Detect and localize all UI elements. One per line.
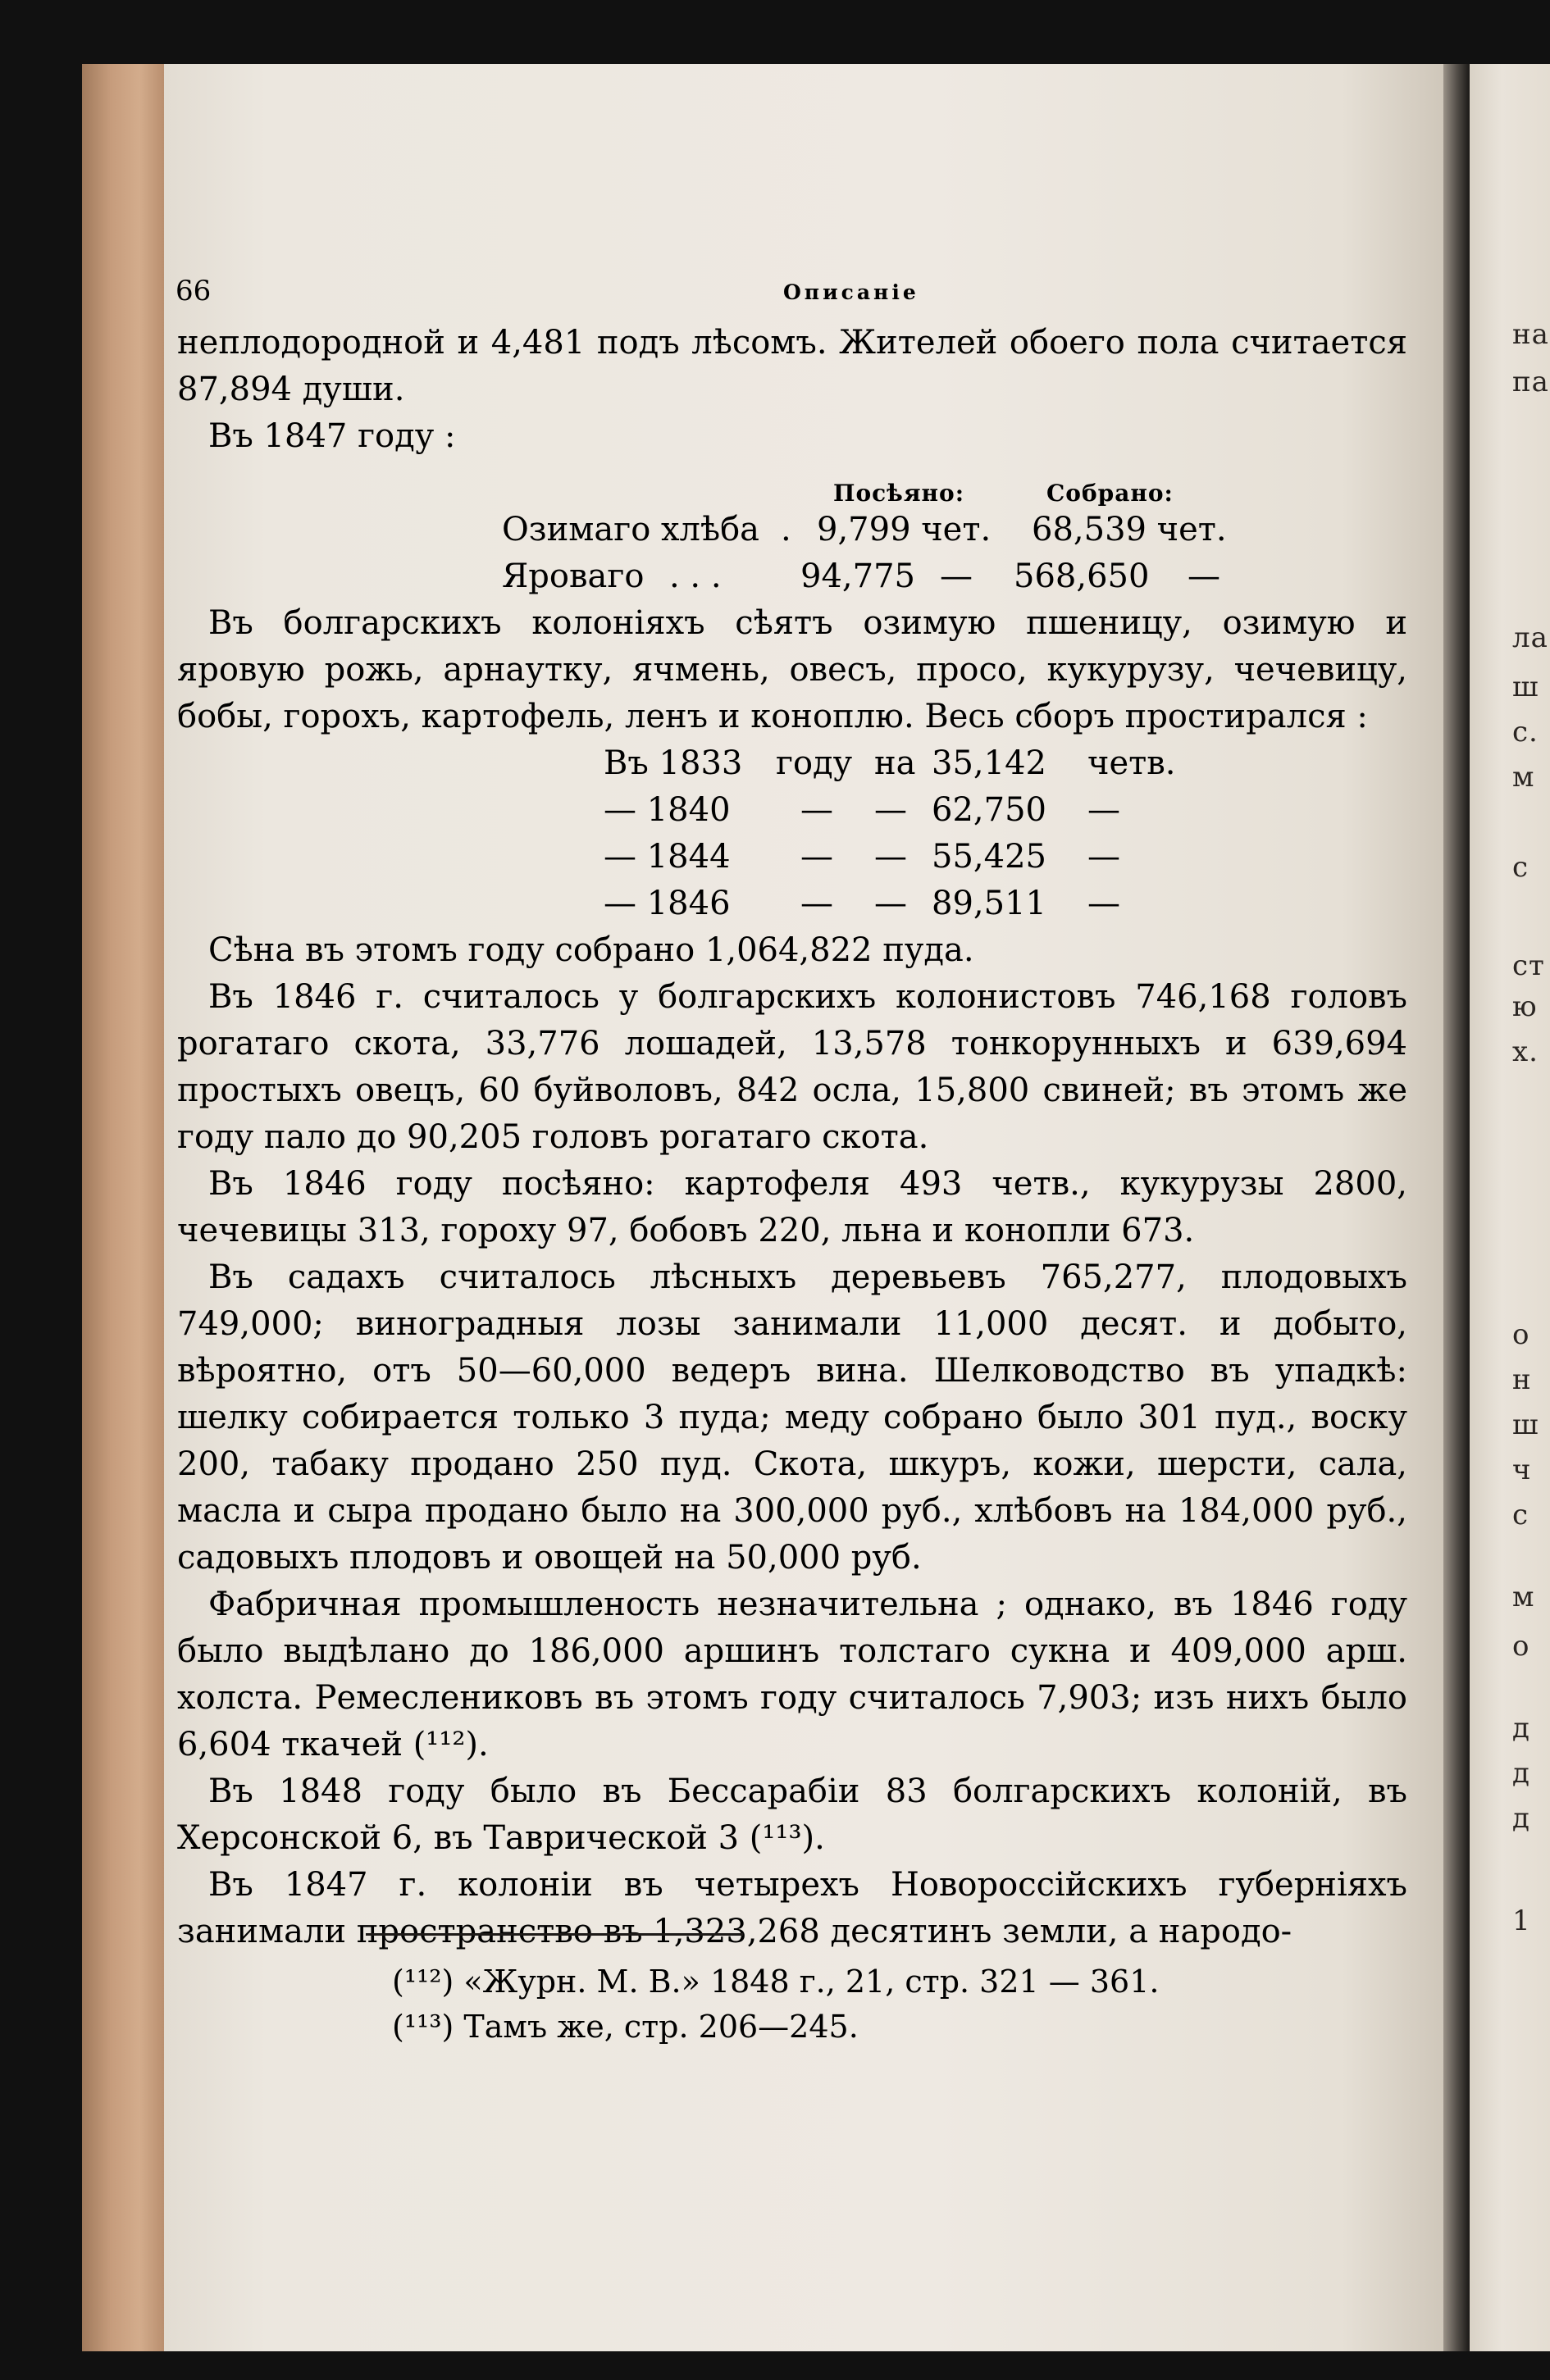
harvest-year: — 1840 bbox=[604, 791, 731, 829]
row-dots: . . . bbox=[669, 557, 722, 595]
row-label: Озимаго хлѣба bbox=[502, 511, 760, 548]
paragraph: Въ болгарскихъ колонiяхъ сѣятъ озимую пшеницу, озимую и яровую рожь, арнаутку, ячмень, овесъ, просо, кукурузу, чечевицу, бобы, горохъ, картофель, ленъ и коноплю. Весь сборъ простирался : bbox=[177, 604, 1407, 735]
right-page-edge bbox=[1470, 64, 1550, 2351]
right-page-fragment: на bbox=[1512, 318, 1549, 351]
harvest-unit2: четв. bbox=[1087, 744, 1176, 782]
harvest-prep: — bbox=[874, 838, 907, 876]
sown-value: 9,799 чет. bbox=[817, 511, 992, 548]
harvest-unit2: — bbox=[1087, 838, 1120, 876]
harvest-year: — 1844 bbox=[604, 838, 731, 876]
right-page-fragment: д bbox=[1512, 1712, 1530, 1745]
right-page-fragment: с bbox=[1512, 1499, 1529, 1531]
right-page-fragment: ш bbox=[1512, 1408, 1539, 1441]
right-page-fragment: с bbox=[1512, 851, 1529, 884]
harvest-prep: — bbox=[874, 885, 907, 922]
right-page-fragment: н bbox=[1512, 1363, 1532, 1396]
column-header-collected: Собрано: bbox=[1046, 480, 1174, 507]
page-body bbox=[177, 320, 1407, 1955]
column-header-sown: Посѣяно: bbox=[833, 480, 965, 507]
right-page-fragment: ш bbox=[1512, 671, 1539, 703]
row-label: Яроваго bbox=[502, 557, 645, 595]
harvest-value: 62,750 bbox=[932, 791, 1046, 829]
grain-table-header bbox=[177, 460, 1407, 507]
harvest-unit2: — bbox=[1087, 791, 1120, 829]
collected-value: 568,650 bbox=[1014, 557, 1150, 595]
ditto-dash: — bbox=[1188, 557, 1220, 595]
ditto-dash: — bbox=[940, 557, 973, 595]
paragraph: Въ 1846 г. считалось у болгарскихъ колонистовъ 746,168 головъ рогатаго скота, 33,776 лошадей, 13,578 тонкорунныхъ и 639,694 простыхъ овецъ, 60 буйволовъ, 842 осла, 15,800 свиней; въ этомъ же году пало до 90,205 головъ рогатаго скота. bbox=[177, 978, 1407, 1156]
right-page-fragment: х. bbox=[1512, 1035, 1539, 1068]
harvest-prep: на bbox=[874, 744, 916, 782]
harvest-row bbox=[177, 787, 1407, 834]
grain-table-row bbox=[177, 553, 1407, 600]
footnote-rule bbox=[366, 1933, 743, 1936]
grain-table-row bbox=[177, 507, 1407, 553]
paragraph: Въ 1847 г. колонiи въ четырехъ Новороссiйскихъ губернiяхъ занимали пространство въ 1,323,268 десятинъ земли, а народо- bbox=[177, 1866, 1407, 1950]
right-page-fragment: ст bbox=[1512, 949, 1545, 982]
right-page-fragment: о bbox=[1512, 1318, 1530, 1351]
harvest-unit2: — bbox=[1087, 885, 1120, 922]
harvest-value: 55,425 bbox=[932, 838, 1046, 876]
harvest-row bbox=[177, 881, 1407, 927]
harvest-row bbox=[177, 740, 1407, 787]
sown-value: 94,775 bbox=[800, 557, 915, 595]
paragraph: Фабричная промышленость незначительна ; однако, въ 1846 году было выдѣлано до 186,000 аршинъ толстаго сукна и 409,000 арш. холста. Ремеслениковъ въ этомъ году считалось 7,903; изъ нихъ было 6,604 ткачей (¹¹²). bbox=[177, 1586, 1407, 1763]
harvest-unit: — bbox=[800, 791, 833, 829]
paragraph: неплодородной и 4,481 подъ лѣсомъ. Жителей обоего пола считается 87,894 души. bbox=[177, 324, 1407, 408]
paragraph: Въ 1846 году посѣяно: картофеля 493 четв., кукурузы 2800, чечевицы 313, гороху 97, бобовъ 220, льна и конопли 673. bbox=[177, 1165, 1407, 1249]
right-page-fragment: с. bbox=[1512, 716, 1539, 749]
harvest-unit: — bbox=[800, 885, 833, 922]
right-page-fragment: д bbox=[1512, 1802, 1530, 1835]
right-page-fragment: о bbox=[1512, 1630, 1530, 1663]
footnote: (¹¹²) «Журн. М. В.» 1848 г., 21, стр. 321 — 361. bbox=[392, 1964, 1160, 2000]
right-page-fragment: ла bbox=[1512, 621, 1548, 654]
right-page-fragment: 1 bbox=[1512, 1904, 1531, 1937]
footnote: (¹¹³) Тамъ же, стр. 206—245. bbox=[392, 2009, 859, 2045]
right-page-fragment: ю bbox=[1512, 990, 1538, 1023]
harvest-value: 35,142 bbox=[932, 744, 1046, 782]
right-page-fragment: д bbox=[1512, 1757, 1530, 1790]
harvest-prep: — bbox=[874, 791, 907, 829]
harvest-year: — 1846 bbox=[604, 885, 731, 922]
harvest-row bbox=[177, 834, 1407, 881]
paragraph: Въ садахъ считалось лѣсныхъ деревьевъ 765,277, плодовыхъ 749,000; виноградныя лозы занимали 11,000 десят. и добыто, вѣроятно, отъ 50—60,000 ведеръ вина. Шелководство въ упадкѣ: шелку собирается только 3 пуда; меду собрано было 301 пуд., воску 200, табаку продано 250 пуд. Скота, шкуръ, кожи, шерсти, сала, масла и сыра продано было на 300,000 руб., хлѣбовъ на 184,000 руб., садовыхъ плодовъ и овощей на 50,000 руб. bbox=[177, 1258, 1407, 1577]
harvest-year: Въ 1833 bbox=[604, 744, 743, 782]
paragraph: Въ 1847 году : bbox=[208, 417, 456, 455]
harvest-unit: — bbox=[800, 838, 833, 876]
right-page-fragment: па bbox=[1512, 366, 1549, 398]
harvest-unit: году bbox=[776, 744, 853, 782]
paragraph: Въ 1848 году было въ Бессарабiи 83 болгарскихъ колонiй, въ Херсонской 6, въ Таврической 3 (¹¹³). bbox=[177, 1772, 1407, 1857]
book-cover-edge bbox=[82, 64, 164, 2351]
right-page-fragment: м bbox=[1512, 1581, 1535, 1613]
page-gutter bbox=[1443, 64, 1470, 2351]
right-page-fragment: ч bbox=[1512, 1454, 1532, 1486]
right-page-fragment: м bbox=[1512, 761, 1535, 794]
row-dots: . bbox=[781, 511, 791, 548]
collected-value: 68,539 чет. bbox=[1032, 511, 1227, 548]
page-number: 66 bbox=[176, 275, 212, 307]
running-title: Описанiе bbox=[783, 280, 919, 304]
harvest-value: 89,511 bbox=[932, 885, 1046, 922]
paragraph: Сѣна въ этомъ году собрано 1,064,822 пуда. bbox=[208, 931, 974, 969]
